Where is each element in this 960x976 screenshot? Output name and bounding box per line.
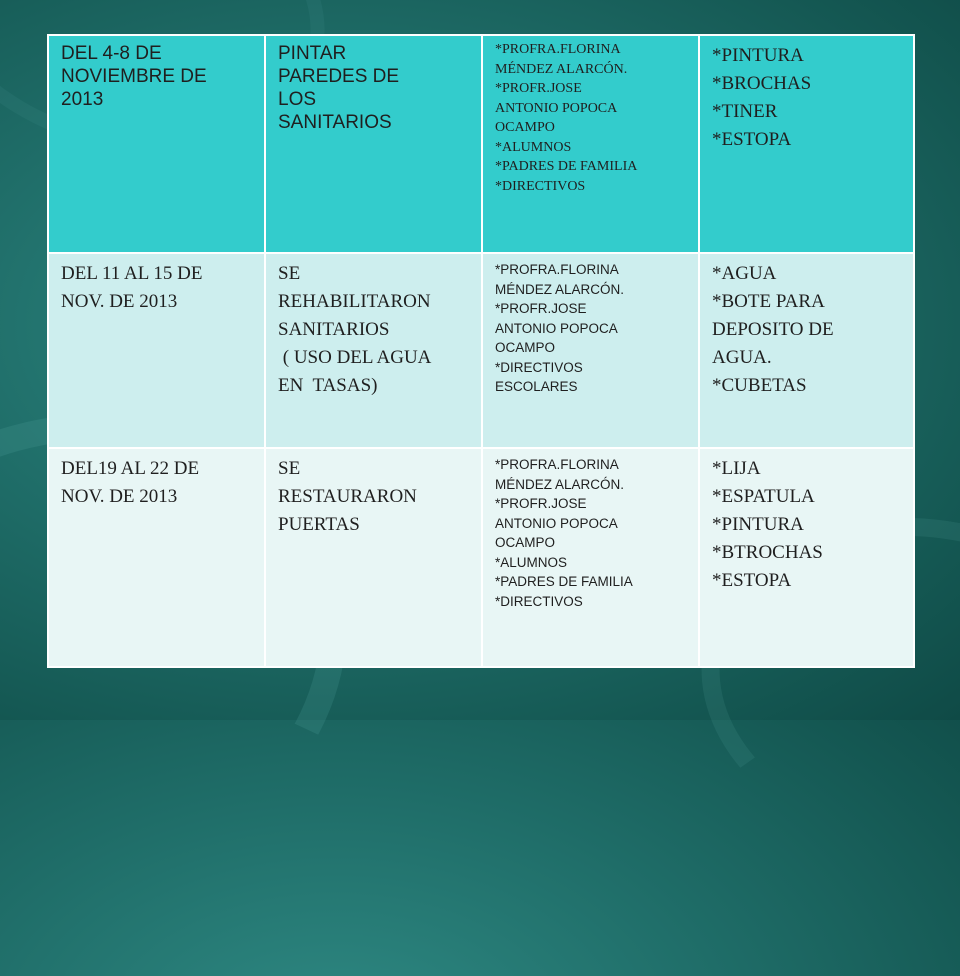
date-line: DEL 4-8 DE [61, 43, 162, 64]
people-line: *PROFRA.FLORINA [495, 262, 619, 277]
people-line: *PADRES DE FAMILIA [495, 159, 638, 174]
materials-line: *TINER [712, 101, 778, 122]
activity-line: SANITARIOS [278, 319, 390, 340]
schedule-table [47, 34, 915, 668]
materials-line: *ESPATULA [712, 486, 815, 507]
materials-line: *BTROCHAS [712, 542, 823, 563]
materials-line: *LIJA [712, 458, 761, 479]
materials-line: *CUBETAS [712, 375, 807, 396]
people-cell [482, 253, 699, 448]
date-cell [48, 35, 265, 253]
materials-cell [699, 448, 914, 667]
people-line: *PROFR.JOSE [495, 301, 587, 316]
materials-cell [699, 35, 914, 253]
materials-line: AGUA. [712, 347, 772, 368]
table-row [48, 35, 914, 253]
date-cell [48, 448, 265, 667]
activity-cell [265, 253, 482, 448]
people-line: *DIRECTIVOS [495, 359, 583, 375]
materials-line: *AGUA [712, 263, 777, 284]
people-cell [482, 448, 699, 667]
date-line: 2013 [61, 89, 104, 110]
activity-line: PINTAR [278, 43, 347, 64]
people-line: OCAMPO [495, 535, 556, 550]
people-line: ANTONIO POPOCA [495, 100, 618, 116]
date-line: NOV. DE 2013 [61, 486, 178, 507]
people-line: *PROFR.JOSE [495, 496, 587, 511]
materials-line: *PINTURA [712, 45, 804, 66]
activity-line: REHABILITARON [278, 291, 431, 312]
people-line: MÉNDEZ ALARCÓN. [495, 281, 625, 297]
materials-cell [699, 253, 914, 448]
people-line: OCAMPO [495, 120, 555, 135]
people-line: MÉNDEZ ALARCÓN. [495, 61, 628, 77]
materials-line: *ESTOPA [712, 570, 792, 591]
date-line: NOVIEMBRE DE [61, 66, 207, 87]
people-line: *ALUMNOS [495, 554, 568, 570]
materials-line: *BOTE PARA [712, 291, 825, 312]
people-line: OCAMPO [495, 340, 556, 355]
people-line: *PROFRA.FLORINA [495, 457, 619, 472]
people-cell [482, 35, 699, 253]
activity-cell [265, 35, 482, 253]
date-line: DEL19 AL 22 DE [61, 458, 200, 479]
table-row [48, 253, 914, 448]
date-line: NOV. DE 2013 [61, 291, 178, 312]
activity-line: LOS [278, 89, 317, 110]
people-line: *DIRECTIVOS [495, 593, 583, 609]
activity-line: RESTAURARON [278, 486, 417, 507]
materials-line: *BROCHAS [712, 73, 812, 94]
people-line: *DIRECTIVOS [495, 178, 586, 194]
activity-line: PUERTAS [278, 514, 360, 535]
people-line: MÉNDEZ ALARCÓN. [495, 476, 625, 492]
activity-line: SANITARIOS [278, 112, 392, 133]
people-line: *ALUMNOS [495, 139, 572, 155]
activity-line: SE [278, 263, 301, 284]
activity-line: PAREDES DE [278, 66, 400, 87]
people-line: ESCOLARES [495, 379, 578, 394]
activity-line: SE [278, 458, 301, 479]
activity-cell [265, 448, 482, 667]
activity-line: ( USO DEL AGUA [278, 347, 432, 368]
people-line: *PROFR.JOSE [495, 81, 582, 96]
date-line: DEL 11 AL 15 DE [61, 263, 203, 284]
date-cell [48, 253, 265, 448]
table-row [48, 448, 914, 667]
materials-line: *PINTURA [712, 514, 804, 535]
people-line: ANTONIO POPOCA [495, 320, 618, 336]
materials-line: *ESTOPA [712, 129, 792, 150]
people-line: *PROFRA.FLORINA [495, 42, 621, 57]
materials-line: DEPOSITO DE [712, 319, 834, 340]
people-line: ANTONIO POPOCA [495, 515, 618, 531]
people-line: *PADRES DE FAMILIA [495, 574, 633, 589]
activity-line: EN TASAS) [278, 375, 378, 396]
